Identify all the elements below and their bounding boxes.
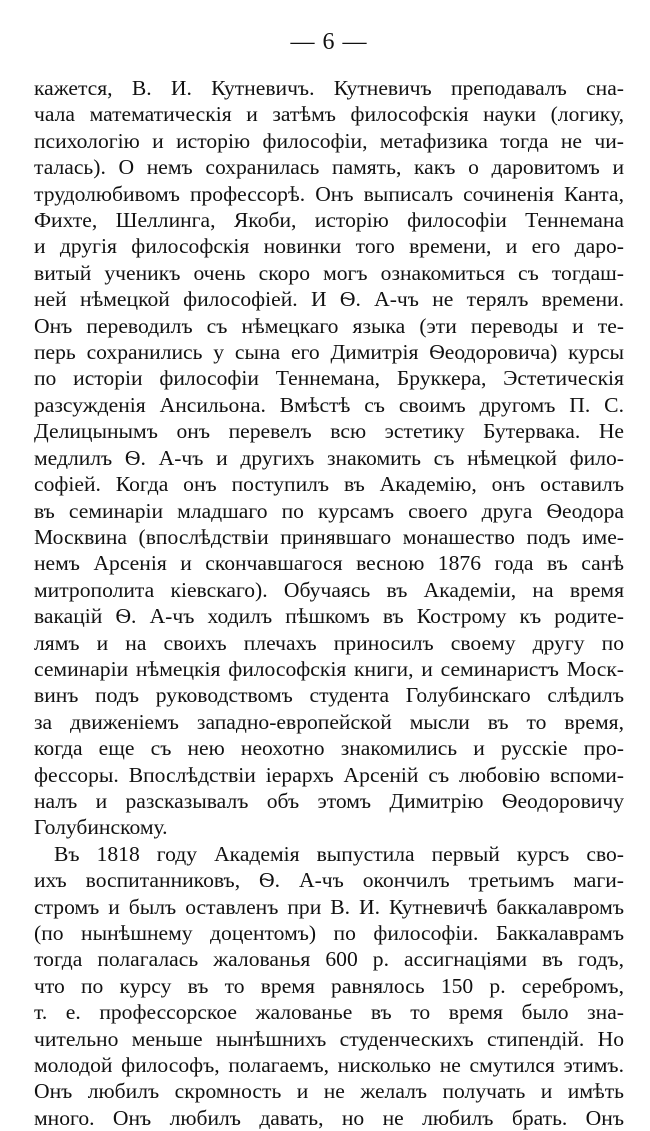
text-line: по исторіи философіи Теннемана, Бруккера, Эстетическія [34,366,624,391]
text-line: Москвина (впослѣдствіи принявшаго монашество подъ име- [34,524,624,549]
text-line: Голубинскому. [34,815,168,840]
text-line: талась). О немъ сохранилась память, какъ о даровитомъ и [34,155,624,180]
text-line: чала математическія и затѣмъ философскія науки (логику, [34,102,624,127]
text-line: ней нѣмецкой философіей. И Ѳ. А-чъ не терялъ времени. [34,287,624,312]
text-line: стромъ и былъ оставленъ при В. И. Кутневичѣ баккалавромъ [34,894,624,919]
text-line: молодой философъ, полагаемъ, нисколько не смутился этимъ. [34,1053,624,1078]
text-line: Онъ переводилъ съ нѣмецкаго языка (эти переводы и те- [34,313,624,338]
paragraph [34,841,624,1131]
text-line: за движеніемъ западно-европейской мысли въ то время, [34,709,624,734]
text-line: и другія философскія новинки того времени, и его даро- [34,234,624,259]
text-line: винъ подъ руководствомъ студента Голубинскаго слѣдилъ [34,683,624,708]
text-line: чительно меньше нынѣшнихъ студенческихъ стипендій. Но [34,1026,624,1051]
text-line: трудолюбивомъ профессорѣ. Онъ выписалъ сочиненія Канта, [34,181,624,206]
text-line: т. е. профессорское жалованье въ то время было зна- [34,1000,624,1025]
text-line: разсужденія Ансильона. Вмѣстѣ съ своимъ другомъ П. С. [34,392,624,417]
text-line: Делицынымъ онъ перевелъ всю эстетику Бутервака. Не [34,419,624,444]
text-line: Фихте, Шеллинга, Якоби, исторію философіи Теннемана [34,208,624,233]
text-line: лямъ и на своихъ плечахъ приносилъ своему другу по [34,630,624,655]
paragraph [34,75,624,841]
text-line: семинаріи нѣмецкія философскія книги, и семинаристъ Моск- [34,656,624,681]
text-line: много. Онъ любилъ давать, но не любилъ брать. Онъ [34,1105,624,1130]
text-line: митрополита кіевскаго). Обучаясь въ Академіи, на время [34,577,624,602]
page-number: — 6 — [290,29,368,55]
text-line: (по нынѣшнему доцентомъ) по философіи. Баккалаврамъ [34,921,624,945]
text-line: въ семинаріи младшаго по курсамъ своего друга Ѳеодора [34,498,624,523]
text-line: тогда полагалась жалованья 600 р. ассигнаціями въ годъ, [34,947,624,972]
text-line: что по курсу въ то время равнялось 150 р. серебромъ, [34,973,624,998]
text-line: ихъ воспитанниковъ, Ѳ. А-чъ окончилъ третьимъ маги- [34,868,624,893]
text-line: Онъ любилъ скромность и не желалъ получать и имѣть [34,1079,624,1104]
text-line: софіей. Когда онъ поступилъ въ Академію, онъ оставилъ [34,472,624,497]
text-line: витый ученикъ очень скоро могъ ознакомиться съ тогдаш- [34,260,624,285]
body-text [34,75,624,1131]
text-line: медлилъ Ѳ. А-чъ и другихъ знакомить съ нѣмецкой фило- [34,445,624,470]
text-line: когда еще съ нею неохотно знакомились и русскіе про- [34,736,624,761]
text-line: психологію и исторію философіи, метафизика тогда не чи- [34,128,624,153]
text-line: фессоры. Впослѣдствіи іерархъ Арсеній съ любовію вспоми- [34,762,624,787]
text-line: немъ Арсенія и скончавшагося весною 1876 года въ санѣ [34,551,624,576]
text-line: вакацій Ѳ. А-чъ ходилъ пѣшкомъ въ Кострому къ родите- [34,604,624,629]
text-line: Въ 1818 году Академія выпустила первый курсъ сво- [54,841,624,866]
text-line: перь сохранились у сына его Димитрія Ѳеодоровича) курсы [34,340,624,365]
text-line: налъ и разсказывалъ объ этомъ Димитрію Ѳеодоровичу [34,788,624,813]
text-line: кажется, В. И. Кутневичъ. Кутневичъ преподавалъ сна- [34,76,624,100]
